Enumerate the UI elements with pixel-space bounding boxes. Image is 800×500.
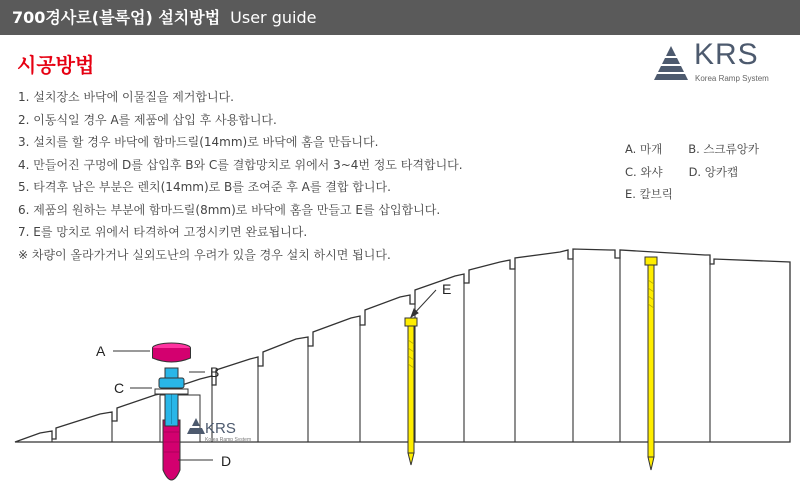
parts-legend (625, 138, 800, 206)
logo-text: KRS (694, 38, 759, 71)
parts-row (625, 183, 800, 206)
part-e: E. 칼브릭 (625, 187, 673, 201)
label-c: C (114, 380, 125, 396)
anchor-cap-d (163, 420, 180, 480)
installation-steps (18, 86, 618, 266)
krs-logo (650, 38, 780, 88)
label-a: A (96, 343, 106, 359)
step-6: 6. 제품의 원하는 부분에 함마드릴(8mm)로 바닥에 홈을 만들고 E를 삽입합니다. (18, 202, 441, 217)
part-a: A. 마개 (625, 142, 663, 156)
parts-row (625, 161, 800, 184)
step-note: ※ 차량이 올라가거나 실외도난의 우려가 있을 경우 설치 하시면 됩니다. (18, 247, 391, 262)
label-d: D (221, 453, 232, 469)
washer-c (155, 389, 188, 394)
step-1: 1. 설치장소 바닥에 이물질을 제거합니다. (18, 90, 234, 104)
header-title: 700경사로(블록업) 설치방법 (12, 8, 221, 27)
step-7: 7. E를 망치로 위에서 타격하여 고정시키면 완료됩니다. (18, 225, 308, 239)
ramp-outline (15, 249, 790, 442)
logo-subtitle: Korea Ramp System (695, 74, 769, 83)
step-3: 3. 설치를 할 경우 바닥에 함마드릴(14mm)로 바닥에 홈을 만듭니다. (18, 135, 379, 149)
plug-cap-a (153, 343, 191, 362)
ramp-dividers (52, 258, 710, 442)
header-subtitle: User guide (230, 8, 317, 27)
part-d: D. 앙카캡 (688, 164, 739, 179)
mountain-stripes-icon (650, 44, 692, 84)
part-c: C. 와샤 (625, 164, 663, 179)
header-bar (0, 0, 800, 35)
section-title: 시공방법 (17, 53, 95, 77)
step-5: 5. 타격후 남은 부분은 렌치(14mm)로 B를 조여준 후 A를 결합 합니다. (18, 180, 391, 194)
step-2: 2. 이동식일 경우 A를 제품에 삽입 후 사용합니다. (18, 112, 277, 127)
part-b: B. 스크류앙카 (688, 142, 759, 156)
label-e: E (442, 281, 452, 297)
installation-diagram (0, 248, 800, 500)
parts-row (625, 138, 800, 161)
nail-e-right (645, 257, 657, 470)
label-b: B (210, 364, 220, 380)
mini-logo-text: KRS (205, 420, 236, 437)
mini-logo-subtitle: Korea Ramp System (205, 437, 252, 443)
step-4: 4. 만들어진 구멍에 D를 삽입후 B와 C를 결합망치로 위에서 3~4번 정도 타격합니다. (18, 157, 463, 172)
